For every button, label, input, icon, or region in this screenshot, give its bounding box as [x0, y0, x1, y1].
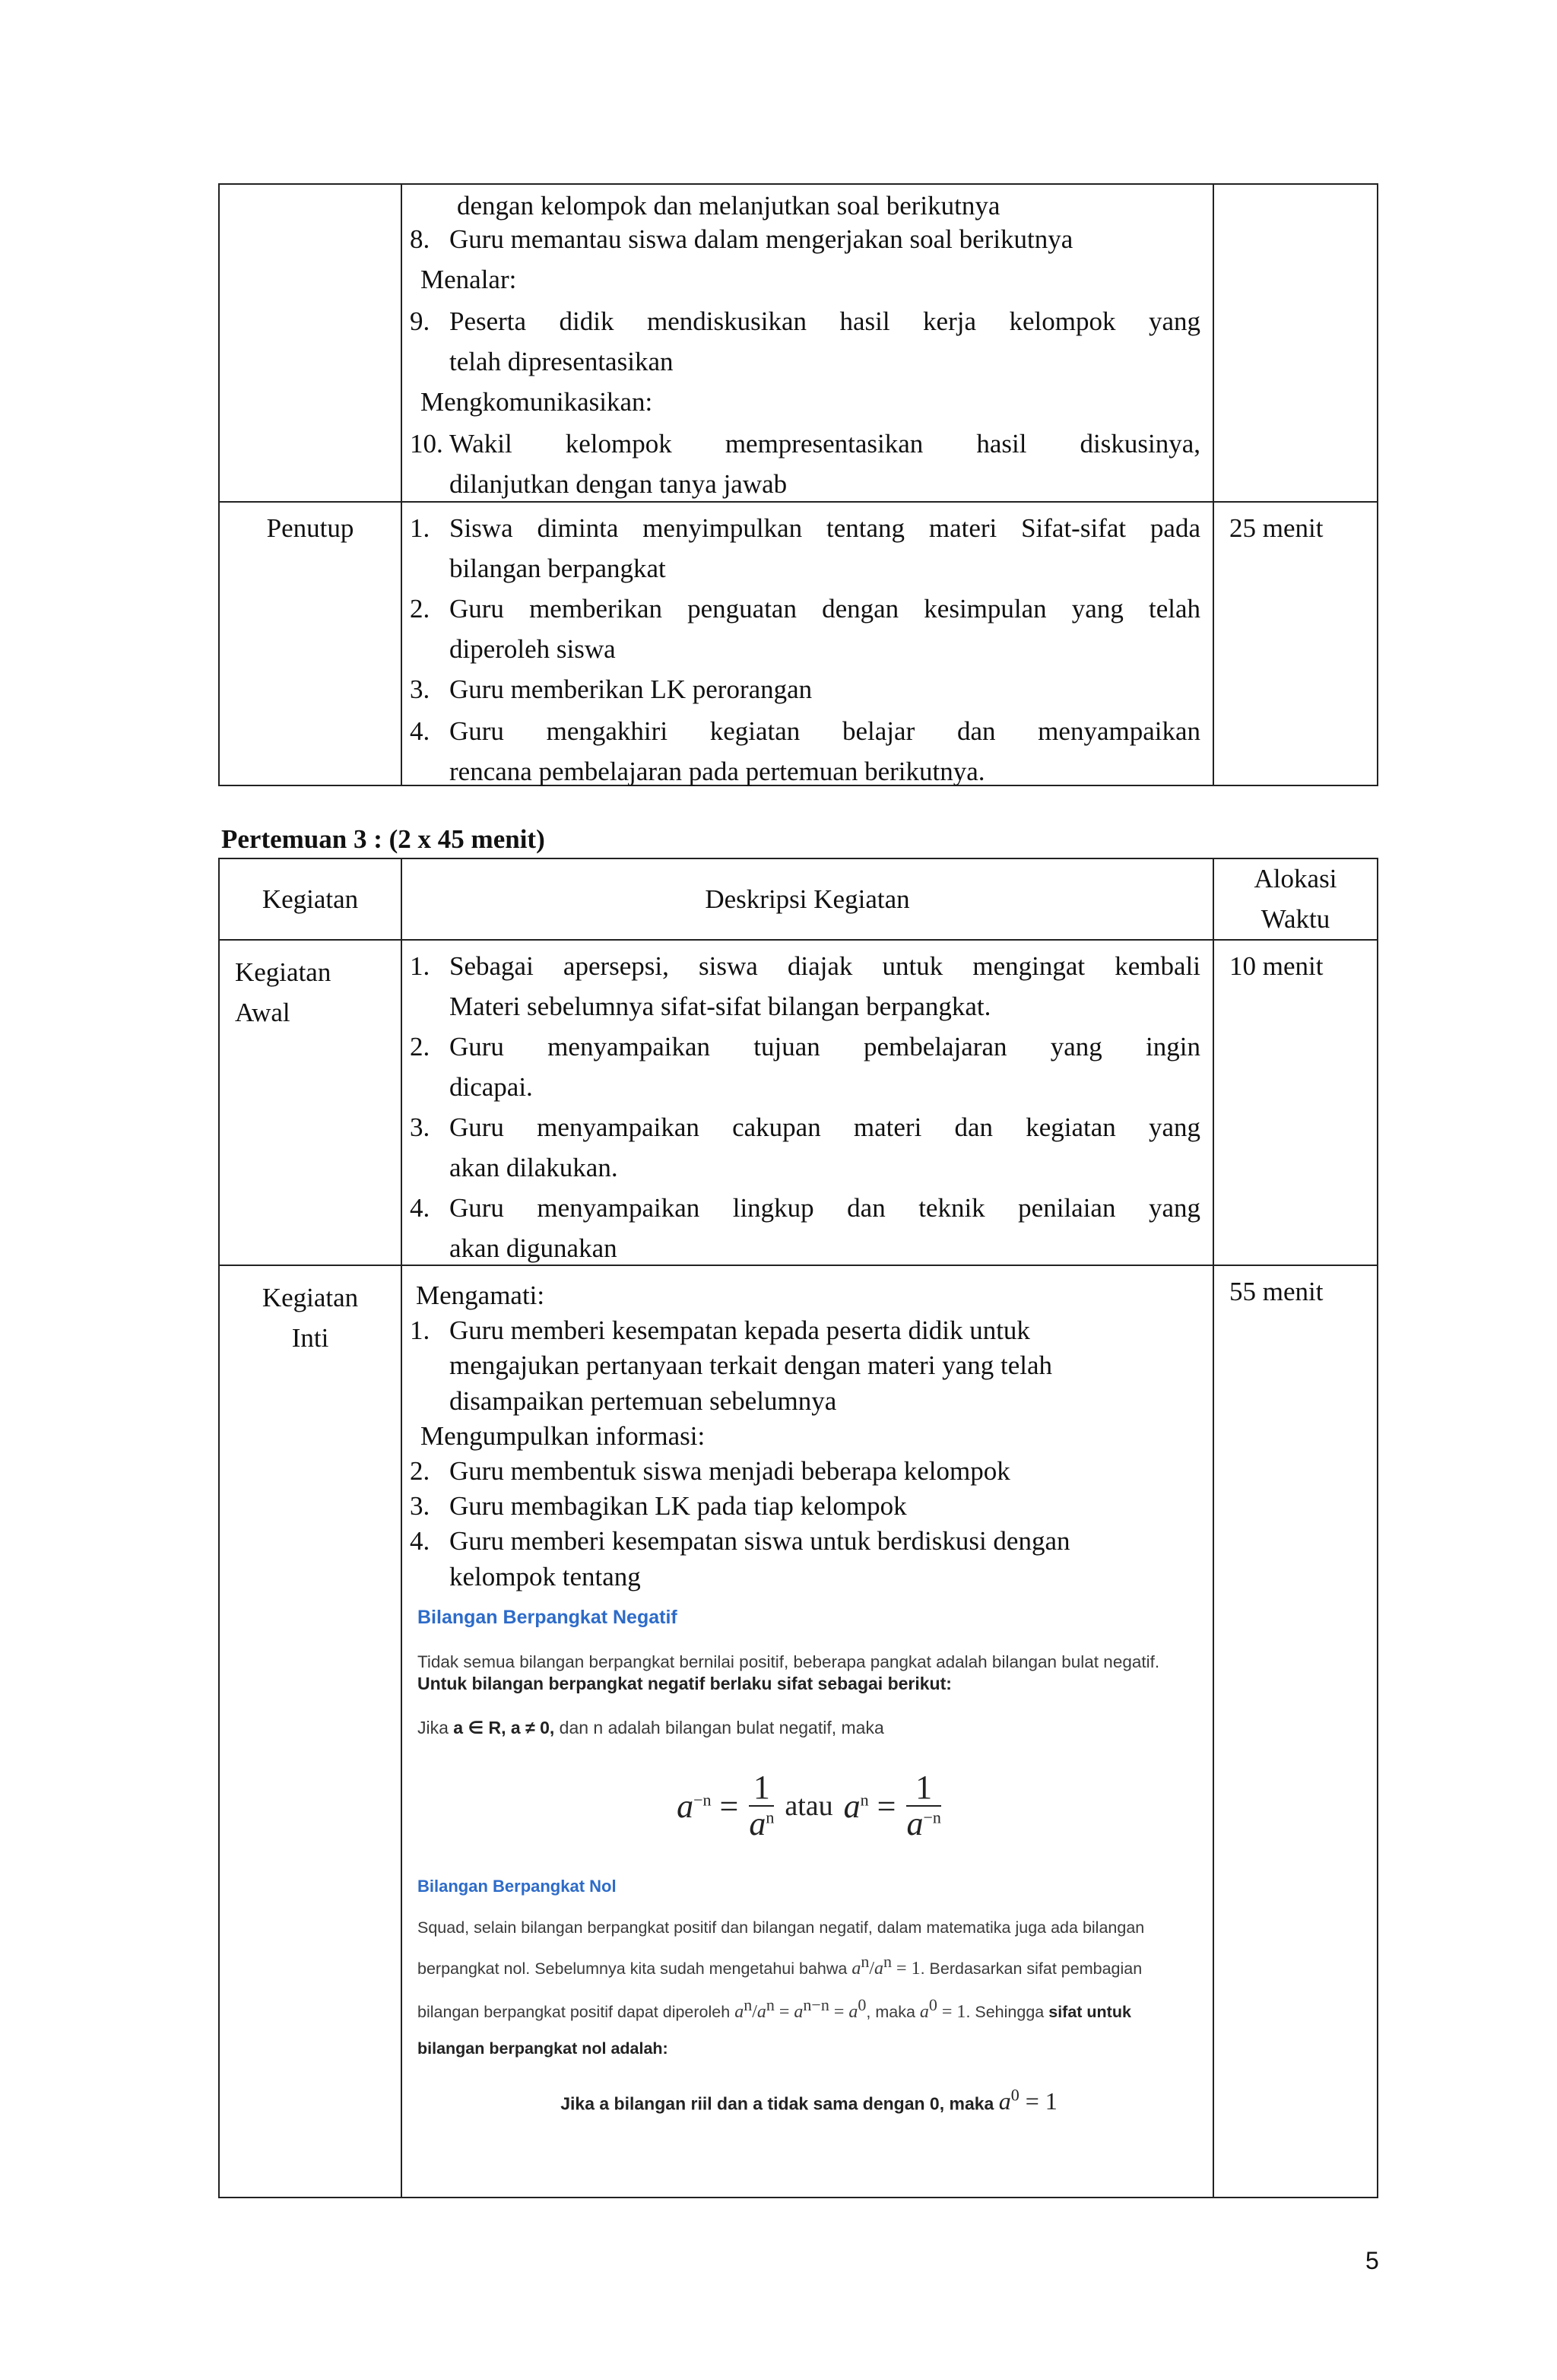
list-item: 4. Guru menyampaikan lingkup dan teknik penilaian yang akan digunakan — [410, 1193, 1200, 1263]
list-item-continuation: dengan kelompok dan melanjutkan soal berikutnya — [457, 191, 1000, 221]
excerpt-paragraph: Squad, selain bilangan berpangkat positif dan bilangan negatif, dalam matematika juga ada bilangan berpangkat nol. Sebelumnya kita sudah mengetahui bahwa $a^n/a^n = 1$. Berdasarkan sifat pembagian bilangan berpangkat positif dapat diperoleh $a^n/a^n = a^{n-n} = a^0$, maka $a^0 = 1$. Sehingga sifat untuk bilangan berpangkat nol adalah: — [417, 1918, 1145, 2058]
list-item: 1. Sebagai apersepsi, siswa diajak untuk mengingat kembali Materi sebelumnya sifat-sifat bilangan berpangkat. — [410, 951, 1200, 1021]
list-item: 8. Guru memantau siswa dalam mengerjakan soal berikutnya — [410, 224, 1073, 254]
activities-table-continued — [218, 183, 1378, 786]
list-item: 3. Guru memberikan LK perorangan — [410, 674, 813, 704]
activity-label-inti: Kegiatan Inti — [219, 1265, 401, 2198]
time-value: 55 menit — [1213, 1265, 1378, 2198]
description-cell — [401, 1265, 1213, 2198]
section-heading-pertemuan-3: Pertemuan 3 : (2 x 45 menit) — [221, 824, 545, 854]
section-label-mengamati: Mengamati: — [416, 1280, 545, 1310]
description-cell — [401, 184, 1213, 502]
list-item: 2. Guru membentuk siswa menjadi beberapa kelompok — [410, 1455, 1010, 1486]
list-item: 2. Guru menyampaikan tujuan pembelajaran yang ingin dicapai. — [410, 1032, 1200, 1102]
list-item: 4. Guru memberi kesempatan siswa untuk berdiskusi dengan kelompok tentang — [410, 1526, 1070, 1591]
excerpt-title-negatif: Bilangan Berpangkat Negatif — [417, 1606, 677, 1628]
list-item: 4. Guru mengakhiri kegiatan belajar dan menyampaikan rencana pembelajaran pada pertemuan berikutnya. — [410, 716, 1200, 786]
list-item: 3. Guru menyampaikan cakupan materi dan kegiatan yang akan dilakukan. — [410, 1112, 1200, 1182]
table-row — [219, 1265, 1378, 2198]
formula-negative-exponent: $a^{-n}$ = $\frac{1}{a^n}$ atau $a^n$ = $\frac{1}{a^{-n}}$ — [677, 1769, 941, 1843]
excerpt-final-rule: Jika a bilangan riil dan a tidak sama dengan 0, maka $a^0 = 1$ — [560, 2085, 1058, 2115]
description-cell — [401, 940, 1213, 1265]
time-value: 10 menit — [1213, 940, 1378, 1265]
time-cell-empty — [1213, 184, 1378, 502]
section-label-mengumpulkan: Mengumpulkan informasi: — [420, 1420, 706, 1451]
activities-table-pertemuan-3 — [218, 858, 1378, 2198]
list-item: 1. Guru memberi kesempatan kepada peserta didik untuk mengajukan pertanyaan terkait dengan materi yang telah disampaikan pertemuan sebelumnya — [410, 1315, 1052, 1416]
list-item: 3. Guru membagikan LK pada tiap kelompok — [410, 1491, 907, 1522]
description-cell — [401, 502, 1213, 785]
material-excerpt-image — [417, 1605, 1200, 2118]
activity-cell-empty — [219, 184, 401, 502]
excerpt-paragraph-bold: Untuk bilangan berpangkat negatif berlaku sifat sebagai berikut: — [417, 1674, 952, 1694]
formula-inline: $a^n/a^n = 1$ — [851, 1952, 921, 1979]
header-alokasi-waktu: Alokasi Waktu — [1213, 858, 1378, 940]
table-row — [219, 940, 1378, 1265]
list-item: 10. Wakil kelompok mempresentasikan hasil diskusinya, dilanjutkan dengan tanya jawab — [410, 428, 1200, 499]
header-deskripsi: Deskripsi Kegiatan — [401, 858, 1213, 940]
section-label-menalar: Menalar: — [420, 264, 517, 294]
table-header-row — [219, 858, 1378, 940]
time-value: 25 menit — [1213, 502, 1378, 785]
excerpt-paragraph: Tidak semua bilangan berpangkat bernilai positif, beberapa pangkat adalah bilangan bulat negatif. — [417, 1652, 1160, 1672]
activity-label-penutup: Penutup — [219, 502, 401, 785]
excerpt-condition: Jika a ∈ R, a ≠ 0, dan n adalah bilangan bulat negatif, maka — [417, 1718, 884, 1738]
table-row — [219, 184, 1378, 502]
formula-inline: $a^0 = 1$ — [919, 1995, 966, 2023]
table-row — [219, 502, 1378, 785]
formula-inline: $a^n/a^n = a^{n-n} = a^0$ — [734, 1995, 867, 2023]
list-item: 1. Siswa diminta menyimpulkan tentang materi Sifat-sifat pada bilangan berpangkat — [410, 513, 1200, 583]
excerpt-title-nol: Bilangan Berpangkat Nol — [417, 1876, 617, 1896]
list-item: 9. Peserta didik mendiskusikan hasil kerja kelompok yang telah dipresentasikan — [410, 306, 1200, 376]
section-label-mengkomunikasikan: Mengkomunikasikan: — [420, 386, 653, 417]
activity-label-awal: Kegiatan Awal — [219, 940, 401, 1265]
page-number: 5 — [1365, 2247, 1379, 2274]
list-item: 2. Guru memberikan penguatan dengan kesimpulan yang telah diperoleh siswa — [410, 594, 1200, 664]
header-kegiatan: Kegiatan — [219, 858, 401, 940]
